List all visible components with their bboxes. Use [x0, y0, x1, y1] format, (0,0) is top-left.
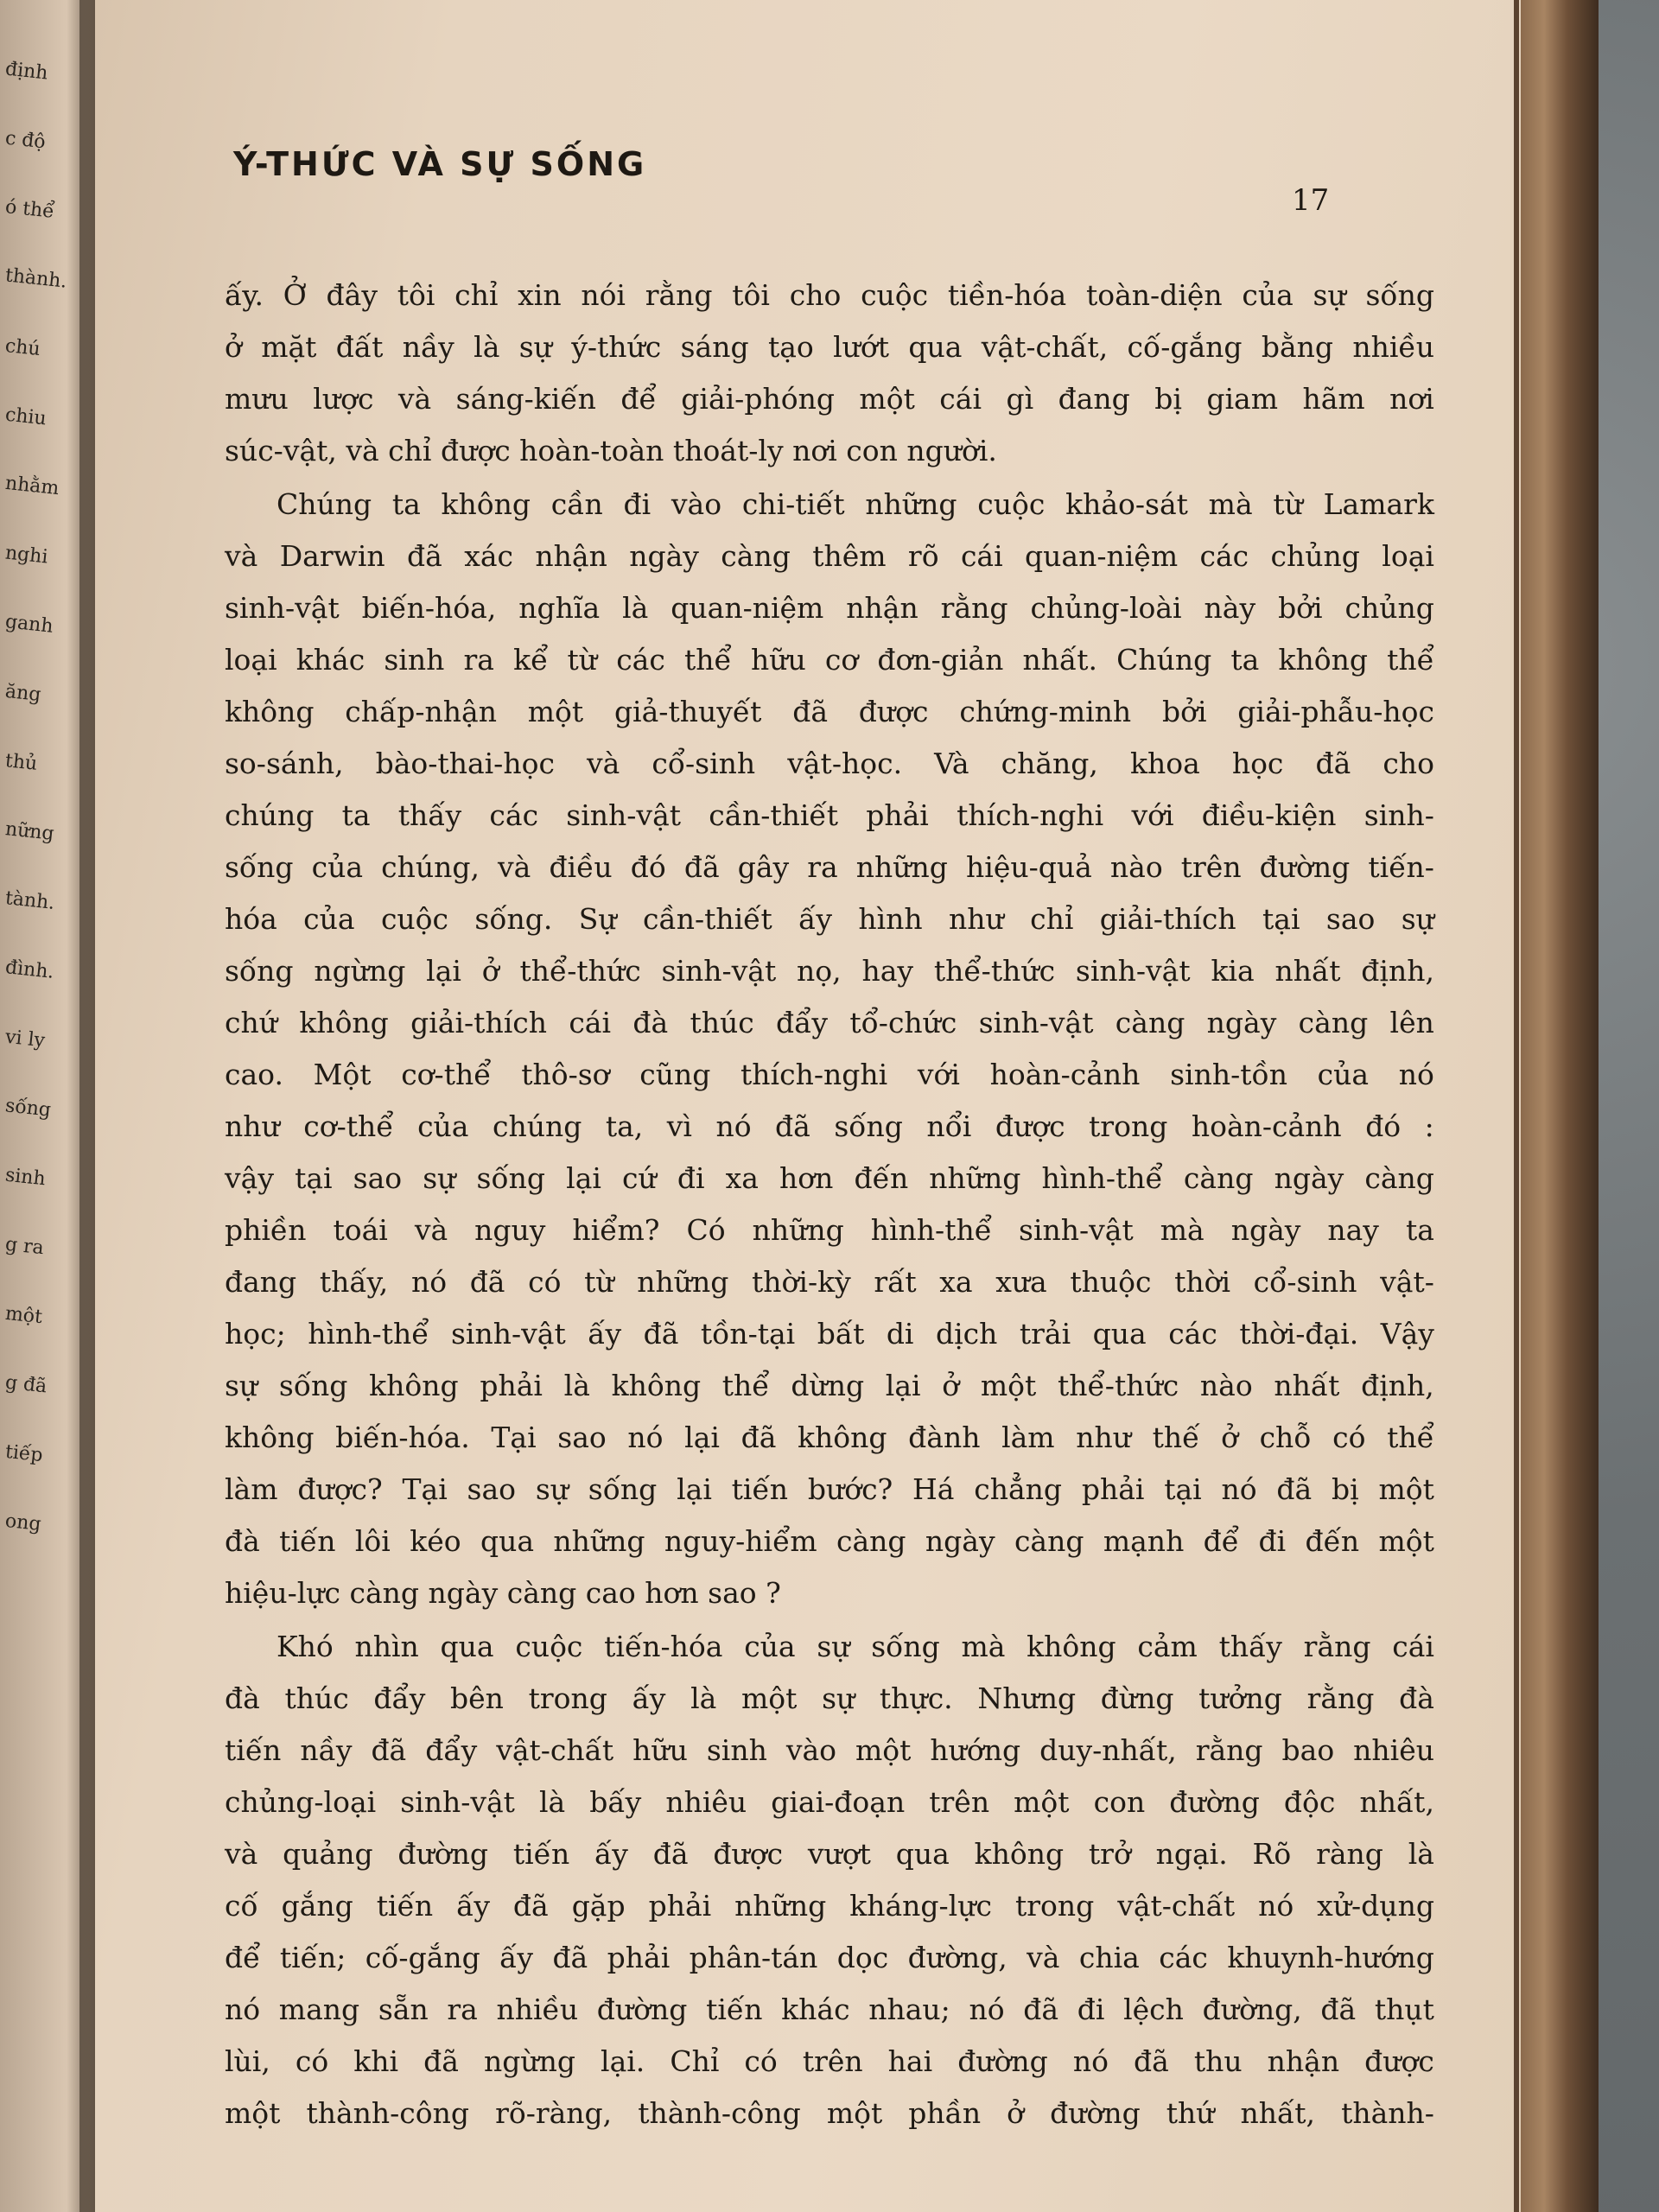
text-line-content: cố gắng tiến ấy đã gặp phải những kháng-lực trong vật-chất nó xử-dụng	[225, 1889, 1434, 1923]
text-line-content: hiệu-lực càng ngày càng cao hơn sao ?	[225, 1576, 781, 1610]
paragraph	[225, 270, 1434, 477]
text-line-content: chủng-loại sinh-vật là bấy nhiêu giai-đoạn trên một con đường độc nhất,	[225, 1785, 1434, 1819]
text-line	[225, 531, 1434, 582]
text-line-content: vậy tại sao sự sống lại cứ đi xa hơn đến những hình-thể càng ngày càng	[225, 1161, 1434, 1195]
text-line	[225, 270, 1434, 321]
text-line-content: tiến nầy đã đẩy vật-chất hữu sinh vào một hướng duy-nhất, rằng bao nhiêu	[225, 1733, 1434, 1767]
left-page-fragment: định	[3, 58, 49, 85]
body-text	[225, 270, 1434, 2139]
text-line	[225, 1932, 1434, 1984]
text-line	[225, 1725, 1434, 1777]
text-line-content: mưu lược và sáng-kiến để giải-phóng một cái gì đang bị giam hãm nơi	[225, 382, 1434, 416]
left-page-fragment: chú	[3, 334, 41, 361]
text-line	[225, 1308, 1434, 1360]
left-page-fragment: nững	[3, 818, 55, 845]
text-line	[225, 1621, 1434, 1673]
text-line	[225, 1153, 1434, 1205]
text-line-content: đà tiến lôi kéo qua những nguy-hiểm càng ngày càng mạnh để đi đến một	[225, 1524, 1434, 1558]
left-page-fragment: ganh	[3, 611, 54, 638]
text-line	[225, 945, 1434, 997]
text-line-content: ấy. Ở đây tôi chỉ xin nói rằng tôi cho cuộc tiền-hóa toàn-diện của sự sống	[225, 278, 1434, 312]
left-page-fragment: g đã	[3, 1371, 48, 1398]
text-line-content: sống ngừng lại ở thể-thức sinh-vật nọ, hay thể-thức sinh-vật kia nhất định,	[225, 954, 1434, 988]
text-line-content: súc-vật, và chỉ được hoàn-toàn thoát-ly nơi con người.	[225, 434, 997, 467]
text-line-content: chúng ta thấy các sinh-vật cần-thiết phải thích-nghi với điều-kiện sinh-	[225, 798, 1434, 832]
text-line	[225, 997, 1434, 1049]
text-line	[225, 1673, 1434, 1725]
text-line	[225, 1412, 1434, 1464]
text-line-content: sự sống không phải là không thể dừng lại ở một thể-thức nào nhất định,	[225, 1369, 1434, 1402]
text-line	[225, 842, 1434, 893]
text-line-content: sống của chúng, và điều đó đã gây ra những hiệu-quả nào trên đường tiến-	[225, 850, 1434, 884]
text-line-content: Khó nhìn qua cuộc tiến-hóa của sự sống mà không cảm thấy rằng cái	[276, 1630, 1434, 1663]
text-line-content: một thành-công rõ-ràng, thành-công một phần ở đường thứ nhất, thành-	[225, 2096, 1434, 2130]
text-line-content: chứ không giải-thích cái đà thúc đẩy tổ-chức sinh-vật càng ngày càng lên	[225, 1006, 1434, 1039]
text-line-content: ở mặt đất nầy là sự ý-thức sáng tạo lướt qua vật-chất, cố-gắng bằng nhiều	[225, 330, 1434, 364]
left-page-fragment: vi ly	[3, 1026, 47, 1052]
text-line-content: so-sánh, bào-thai-học và cổ-sinh vật-học. Và chăng, khoa học đã cho	[225, 747, 1434, 780]
text-line	[225, 1360, 1434, 1412]
text-line	[225, 2036, 1434, 2088]
text-line-content: không biến-hóa. Tại sao nó lại đã không đành làm như thế ở chỗ có thể	[225, 1421, 1434, 1454]
text-line-content: như cơ-thể của chúng ta, vì nó đã sống nổi được trong hoàn-cảnh đó :	[225, 1109, 1434, 1143]
text-line	[225, 425, 1434, 477]
text-line	[225, 1880, 1434, 1932]
left-page-fragment: c độ	[3, 127, 47, 154]
text-line-content: Chúng ta không cần đi vào chi-tiết những cuộc khảo-sát mà từ Lamark	[276, 487, 1434, 521]
left-page-fragment: sống	[3, 1095, 53, 1122]
text-line-content: loại khác sinh ra kể từ các thể hữu cơ đơn-giản nhất. Chúng ta không thể	[225, 643, 1434, 677]
running-head: Ý-THỨC VÀ SỰ SỐNG	[233, 145, 647, 183]
text-line-content: không chấp-nhận một giả-thuyết đã được chứng-minh bởi giải-phẫu-học	[225, 695, 1434, 728]
left-page-fragment: thủ	[3, 750, 39, 775]
left-page-fragment: nhằm	[3, 472, 60, 500]
text-line	[225, 1828, 1434, 1880]
paragraph	[225, 1621, 1434, 2139]
left-page-fragment: ó thể	[3, 196, 55, 223]
text-line-content: đà thúc đẩy bên trong ấy là một sự thực. Nhưng đừng tưởng rằng đà	[225, 1681, 1434, 1715]
text-line	[225, 1567, 1434, 1619]
text-line-content: và Darwin đã xác nhận ngày càng thêm rõ cái quan-niệm các chủng loại	[225, 539, 1434, 573]
text-line	[225, 1049, 1434, 1101]
page-number: 17	[1292, 183, 1330, 218]
text-line-content: phiền toái và nguy hiểm? Có những hình-thể sinh-vật mà ngày nay ta	[225, 1213, 1434, 1247]
text-line	[225, 893, 1434, 945]
text-line	[225, 2088, 1434, 2139]
left-page-fragment: đình.	[3, 957, 55, 983]
left-page-fragment: một	[3, 1302, 44, 1329]
text-line-content: và quảng đường tiến ấy đã được vượt qua không trở ngại. Rõ ràng là	[225, 1837, 1434, 1871]
text-line	[225, 321, 1434, 373]
left-page-fragment: sinh	[3, 1164, 47, 1191]
text-line	[225, 1516, 1434, 1567]
left-page-fragment: g ra	[3, 1233, 45, 1260]
book-page	[95, 0, 1521, 2212]
text-line-content: làm được? Tại sao sự sống lại tiến bước? Há chẳng phải tại nó đã bị một	[225, 1472, 1434, 1506]
left-page-fragment: thành.	[3, 264, 68, 293]
left-page-fragment: nghi	[3, 542, 49, 569]
text-line-content: nó mang sẵn ra nhiều đường tiến khác nhau; nó đã đi lệch đường, đã thụt	[225, 1993, 1434, 2026]
page-stack-edge	[1521, 0, 1599, 2212]
text-line	[225, 479, 1434, 531]
left-page-fragment: chiu	[3, 404, 48, 430]
left-page-fragment: tiếp	[3, 1440, 44, 1467]
text-line	[225, 1984, 1434, 2036]
text-line-content: đang thấy, nó đã có từ những thời-kỳ rất xa xưa thuộc thời cổ-sinh vật-	[225, 1265, 1434, 1299]
text-line-content: học; hình-thể sinh-vật ấy đã tồn-tại bất di dịch trải qua các thời-đại. Vậy	[225, 1317, 1434, 1351]
text-line	[225, 738, 1434, 790]
text-line-content: sinh-vật biến-hóa, nghĩa là quan-niệm nhận rằng chủng-loài này bởi chủng	[225, 591, 1434, 625]
left-page-fragment: ong	[3, 1510, 42, 1536]
text-line	[225, 686, 1434, 738]
text-line	[225, 582, 1434, 634]
text-line	[225, 1256, 1434, 1308]
text-line	[225, 373, 1434, 425]
left-page-fragment: tành.	[3, 887, 56, 914]
text-line-content: để tiến; cố-gắng ấy đã phải phân-tán dọc đường, và chia các khuynh-hướng	[225, 1941, 1434, 1974]
text-line	[225, 1464, 1434, 1516]
left-page-fragment: ăng	[3, 680, 42, 707]
text-line	[225, 634, 1434, 686]
text-line-content: cao. Một cơ-thể thô-sơ cũng thích-nghi với hoàn-cảnh sinh-tồn của nó	[225, 1058, 1434, 1091]
text-line	[225, 1777, 1434, 1828]
paragraph	[225, 479, 1434, 1619]
text-line	[225, 1205, 1434, 1256]
text-line-content: lùi, có khi đã ngừng lại. Chỉ có trên hai đường nó đã thu nhận được	[225, 2044, 1434, 2078]
text-line-content: hóa của cuộc sống. Sự cần-thiết ấy hình như chỉ giải-thích tại sao sự	[225, 902, 1434, 936]
text-line	[225, 1101, 1434, 1153]
page-edge-line	[1514, 0, 1519, 2212]
text-line	[225, 790, 1434, 842]
